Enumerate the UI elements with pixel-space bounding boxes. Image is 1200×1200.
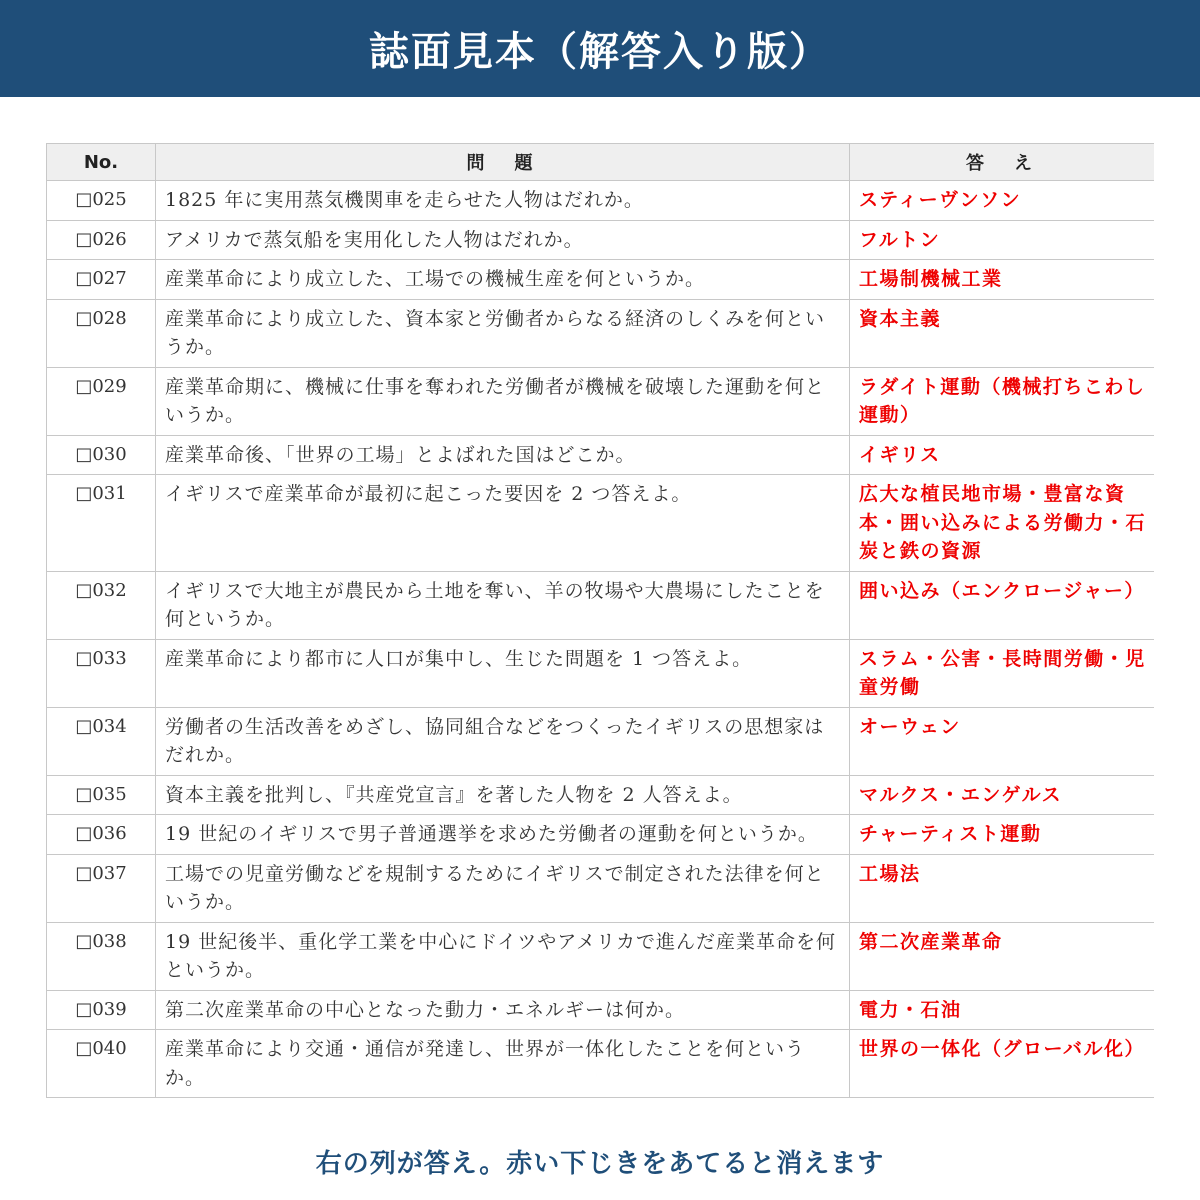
row-question: 労働者の生活改善をめざし、協同組合などをつくったイギリスの思想家はだれか。	[156, 707, 850, 775]
row-answer: マルクス・エンゲルス	[850, 775, 1155, 815]
row-answer: チャーティスト運動	[850, 815, 1155, 855]
row-answer: オーウェン	[850, 707, 1155, 775]
row-answer: 囲い込み（エンクロージャー）	[850, 571, 1155, 639]
table-row	[47, 639, 1155, 707]
table-row	[47, 435, 1155, 475]
row-number: □039	[47, 990, 156, 1030]
row-question: 資本主義を批判し、『共産党宣言』を著した人物を 2 人答えよ。	[156, 775, 850, 815]
row-number: □035	[47, 775, 156, 815]
row-answer: スラム・公害・長時間労働・児童労働	[850, 639, 1155, 707]
row-answer: 工場法	[850, 854, 1155, 922]
page-title: 誌面見本（解答入り版）	[369, 29, 831, 75]
table-row	[47, 475, 1155, 572]
header-no: No.	[47, 144, 156, 181]
footer-caption: 右の列が答え。赤い下じきをあてると消えます	[315, 1149, 885, 1179]
table-row	[47, 707, 1155, 775]
table-row	[47, 220, 1155, 260]
table-row	[47, 854, 1155, 922]
row-number: □040	[47, 1030, 156, 1098]
row-number: □027	[47, 260, 156, 300]
row-question: 産業革命期に、機械に仕事を奪われた労働者が機械を破壊した運動を何というか。	[156, 367, 850, 435]
row-number: □036	[47, 815, 156, 855]
row-question: 1825 年に実用蒸気機関車を走らせた人物はだれか。	[156, 181, 850, 221]
header-question: 問 題	[156, 144, 850, 181]
table-row	[47, 990, 1155, 1030]
row-answer: 第二次産業革命	[850, 922, 1155, 990]
row-answer: 工場制機械工業	[850, 260, 1155, 300]
table-row	[47, 1030, 1155, 1098]
row-question: 19 世紀後半、重化学工業を中心にドイツやアメリカで進んだ産業革命を何というか。	[156, 922, 850, 990]
row-number: □028	[47, 299, 156, 367]
qa-table	[46, 143, 1154, 1098]
table-row	[47, 775, 1155, 815]
row-number: □026	[47, 220, 156, 260]
table-row	[47, 571, 1155, 639]
table-row	[47, 922, 1155, 990]
row-question: 産業革命により都市に人口が集中し、生じた問題を 1 つ答えよ。	[156, 639, 850, 707]
row-number: □029	[47, 367, 156, 435]
row-question: イギリスで産業革命が最初に起こった要因を 2 つ答えよ。	[156, 475, 850, 572]
row-number: □038	[47, 922, 156, 990]
table-row	[47, 815, 1155, 855]
row-answer: フルトン	[850, 220, 1155, 260]
row-question: イギリスで大地主が農民から土地を奪い、羊の牧場や大農場にしたことを何というか。	[156, 571, 850, 639]
row-question: 産業革命後、「世界の工場」とよばれた国はどこか。	[156, 435, 850, 475]
row-question: 19 世紀のイギリスで男子普通選挙を求めた労働者の運動を何というか。	[156, 815, 850, 855]
row-question: 産業革命により成立した、資本家と労働者からなる経済のしくみを何というか。	[156, 299, 850, 367]
row-question: 工場での児童労働などを規制するためにイギリスで制定された法律を何というか。	[156, 854, 850, 922]
qa-table-container	[46, 143, 1154, 1125]
table-row	[47, 299, 1155, 367]
header-answer: 答 え	[850, 144, 1155, 181]
row-answer: 資本主義	[850, 299, 1155, 367]
row-number: □034	[47, 707, 156, 775]
row-number: □037	[47, 854, 156, 922]
row-answer: スティーヴンソン	[850, 181, 1155, 221]
row-number: □032	[47, 571, 156, 639]
row-number: □033	[47, 639, 156, 707]
row-number: □031	[47, 475, 156, 572]
row-question: アメリカで蒸気船を実用化した人物はだれか。	[156, 220, 850, 260]
table-header-row	[47, 144, 1155, 181]
row-answer: イギリス	[850, 435, 1155, 475]
row-number: □030	[47, 435, 156, 475]
row-number: □025	[47, 181, 156, 221]
table-row	[47, 181, 1155, 221]
table-row	[47, 367, 1155, 435]
row-answer: 広大な植民地市場・豊富な資本・囲い込みによる労働力・石炭と鉄の資源	[850, 475, 1155, 572]
table-row	[47, 260, 1155, 300]
row-answer: 世界の一体化（グローバル化）	[850, 1030, 1155, 1098]
row-question: 産業革命により交通・通信が発達し、世界が一体化したことを何というか。	[156, 1030, 850, 1098]
row-answer: 電力・石油	[850, 990, 1155, 1030]
row-question: 第二次産業革命の中心となった動力・エネルギーは何か。	[156, 990, 850, 1030]
row-answer: ラダイト運動（機械打ちこわし運動）	[850, 367, 1155, 435]
title-banner	[0, 0, 1200, 97]
row-question: 産業革命により成立した、工場での機械生産を何というか。	[156, 260, 850, 300]
